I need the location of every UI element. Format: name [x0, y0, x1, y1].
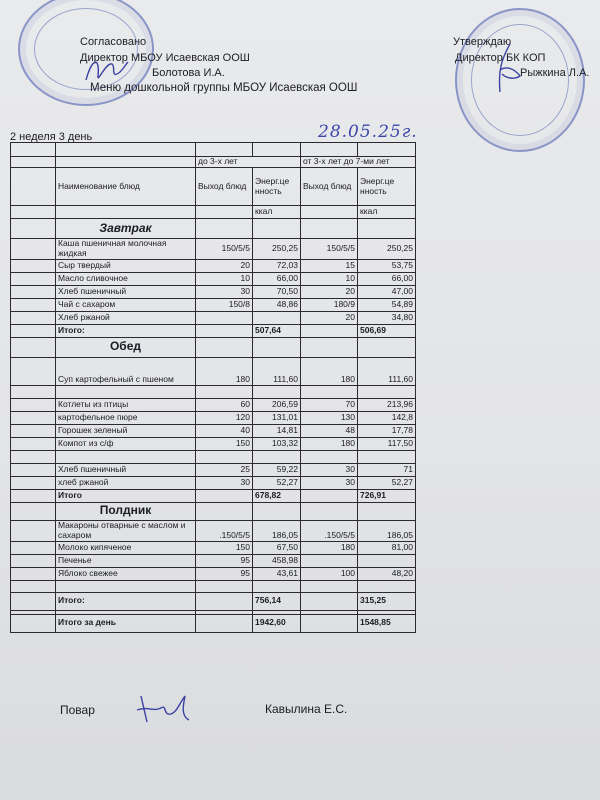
yield-1: .150/5/5: [196, 520, 253, 541]
energy-1: 458,98: [253, 554, 301, 567]
section-row: [11, 502, 416, 520]
dish-name: картофельное пюре: [56, 411, 196, 424]
yield-1: 150/8: [196, 298, 253, 311]
column-header-row: [11, 168, 416, 206]
yield-1: 30: [196, 285, 253, 298]
dish-name: хлеб ржаной: [56, 476, 196, 489]
column-dish: Наименование блюд: [56, 168, 196, 206]
approve-right-label: Утверждаю: [453, 36, 512, 48]
blank-row: [11, 580, 416, 592]
yield-2: 20: [301, 311, 358, 324]
table-row: [11, 411, 416, 424]
yield-2: 20: [301, 285, 358, 298]
energy-2: 47,00: [358, 285, 416, 298]
total-energy-1: 678,82: [253, 489, 301, 502]
energy-2: 52,27: [358, 476, 416, 489]
yield-1: 95: [196, 567, 253, 580]
yield-2: 70: [301, 398, 358, 411]
unit-label-1: ккал: [253, 206, 301, 219]
column-energy-2: Энерг.це нность: [358, 168, 416, 206]
yield-2: 48: [301, 424, 358, 437]
dish-name: Молоко кипяченое: [56, 541, 196, 554]
yield-2: 10: [301, 272, 358, 285]
energy-1: [253, 311, 301, 324]
dish-name: Хлеб пшеничный: [56, 463, 196, 476]
name-left: Болотова И.А.: [152, 67, 225, 79]
energy-2: 17,78: [358, 424, 416, 437]
energy-2: 34,80: [358, 311, 416, 324]
yield-2: 30: [301, 476, 358, 489]
energy-1: 43,61: [253, 567, 301, 580]
energy-1: 103,32: [253, 437, 301, 450]
cook-name: Кавылина Е.С.: [265, 702, 348, 716]
day-total-energy-1: 1942,60: [253, 614, 301, 632]
yield-1: 60: [196, 398, 253, 411]
yield-1: 20: [196, 259, 253, 272]
dish-name: Сыр твердый: [56, 259, 196, 272]
day-total-energy-2: 1548,85: [358, 614, 416, 632]
section-title: Обед: [56, 337, 196, 357]
section-row: [11, 219, 416, 239]
total-row: [11, 324, 416, 337]
energy-1: 70,50: [253, 285, 301, 298]
energy-1: 52,27: [253, 476, 301, 489]
energy-2: 53,75: [358, 259, 416, 272]
total-energy-2: 726,91: [358, 489, 416, 502]
approved-left-label: Согласовано: [80, 36, 147, 48]
table-row: [11, 463, 416, 476]
energy-2: 250,25: [358, 239, 416, 260]
signature-left: [80, 50, 130, 90]
energy-1: 186,05: [253, 520, 301, 541]
table-row: [11, 357, 416, 385]
age-group-1: до 3-х лет: [196, 157, 301, 168]
energy-1: 14,81: [253, 424, 301, 437]
total-row: [11, 592, 416, 610]
total-energy-1: 756,14: [253, 592, 301, 610]
energy-2: 111,60: [358, 357, 416, 385]
dish-name: Котлеты из птицы: [56, 398, 196, 411]
energy-2: 117,50: [358, 437, 416, 450]
yield-2: 15: [301, 259, 358, 272]
dish-name: Чай с сахаром: [56, 298, 196, 311]
energy-1: 48,86: [253, 298, 301, 311]
energy-2: 81,00: [358, 541, 416, 554]
dish-name: Макароны отварные с маслом и сахаром: [56, 520, 196, 541]
table-row: [11, 541, 416, 554]
energy-2: 48,20: [358, 567, 416, 580]
director-right: Директор БК КОП: [455, 52, 546, 64]
yield-2: 180: [301, 357, 358, 385]
section-title: Полдник: [56, 502, 196, 520]
dish-name: Хлеб ржаной: [56, 311, 196, 324]
age-group-row: [11, 157, 416, 168]
total-energy-2: 315,25: [358, 592, 416, 610]
table-row: [11, 298, 416, 311]
energy-1: 72,03: [253, 259, 301, 272]
table-top-row: [11, 143, 416, 157]
table-row: [11, 476, 416, 489]
energy-2: 142,8: [358, 411, 416, 424]
energy-2: [358, 554, 416, 567]
yield-2: 30: [301, 463, 358, 476]
table-row: [11, 259, 416, 272]
age-group-2: от 3-х лет до 7-ми лет: [301, 157, 416, 168]
table-row: [11, 520, 416, 541]
table-row: [11, 424, 416, 437]
table-row: [11, 239, 416, 260]
yield-1: 150/5/5: [196, 239, 253, 260]
day-total-row: [11, 614, 416, 632]
table-row: [11, 567, 416, 580]
dish-name: Масло сливочное: [56, 272, 196, 285]
table-row: [11, 285, 416, 298]
energy-1: 206,59: [253, 398, 301, 411]
blank-row: [11, 450, 416, 463]
yield-2: 180: [301, 541, 358, 554]
blank-row: [11, 385, 416, 398]
yield-1: 150: [196, 541, 253, 554]
signature-cook: [133, 690, 193, 726]
yield-1: 25: [196, 463, 253, 476]
yield-2: .150/5/5: [301, 520, 358, 541]
yield-2: [301, 554, 358, 567]
section-title: Завтрак: [56, 219, 196, 239]
energy-2: 66,00: [358, 272, 416, 285]
dish-name: Компот из с/ф: [56, 437, 196, 450]
energy-1: 66,00: [253, 272, 301, 285]
yield-1: 10: [196, 272, 253, 285]
yield-1: 120: [196, 411, 253, 424]
energy-2: 186,05: [358, 520, 416, 541]
energy-1: 250,25: [253, 239, 301, 260]
yield-2: 100: [301, 567, 358, 580]
menu-table: [10, 142, 416, 633]
yield-1: 180: [196, 357, 253, 385]
yield-2: 180/9: [301, 298, 358, 311]
energy-1: 67,50: [253, 541, 301, 554]
total-label: Итого:: [56, 324, 196, 337]
energy-1: 131,01: [253, 411, 301, 424]
column-yield-2: Выход блюд: [301, 168, 358, 206]
table-row: [11, 272, 416, 285]
energy-2: 71: [358, 463, 416, 476]
dish-name: Суп картофельный с пшеном: [56, 357, 196, 385]
dish-name: Горошек зеленый: [56, 424, 196, 437]
director-left: Директор МБОУ Исаевская ООШ: [80, 52, 250, 64]
unit-row: [11, 206, 416, 219]
yield-1: 40: [196, 424, 253, 437]
table-row: [11, 398, 416, 411]
yield-2: 180: [301, 437, 358, 450]
name-right: Рыжкина Л.А.: [520, 67, 590, 79]
energy-1: 59,22: [253, 463, 301, 476]
table-row: [11, 437, 416, 450]
column-yield-1: Выход блюд: [196, 168, 253, 206]
unit-label-2: ккал: [358, 206, 416, 219]
handwritten-date: 28.05.25г.: [318, 122, 418, 142]
dish-name: Хлеб пшеничный: [56, 285, 196, 298]
energy-2: 213,96: [358, 398, 416, 411]
dish-name: Яблоко свежее: [56, 567, 196, 580]
yield-1: 95: [196, 554, 253, 567]
yield-2: 130: [301, 411, 358, 424]
total-row: [11, 489, 416, 502]
menu-title: Меню дошкольной группы МБОУ Исаевская ООШ: [90, 82, 358, 94]
week-day-label: 2 неделя 3 день: [10, 131, 93, 143]
yield-2: 150/5/5: [301, 239, 358, 260]
signature-right: [480, 40, 525, 100]
total-label: Итого:: [56, 592, 196, 610]
yield-1: 30: [196, 476, 253, 489]
total-energy-1: 507,64: [253, 324, 301, 337]
day-total-label: Итого за день: [56, 614, 196, 632]
section-row: [11, 337, 416, 357]
yield-1: 150: [196, 437, 253, 450]
cook-label: Повар: [60, 703, 95, 717]
dish-name: Печенье: [56, 554, 196, 567]
total-label: Итого: [56, 489, 196, 502]
table-row: [11, 311, 416, 324]
table-row: [11, 554, 416, 567]
dish-name: Каша пшеничная молочная жидкая: [56, 239, 196, 260]
energy-1: 111,60: [253, 357, 301, 385]
total-energy-2: 506,69: [358, 324, 416, 337]
yield-1: [196, 311, 253, 324]
column-energy-1: Энерг.це нность: [253, 168, 301, 206]
energy-2: 54,89: [358, 298, 416, 311]
